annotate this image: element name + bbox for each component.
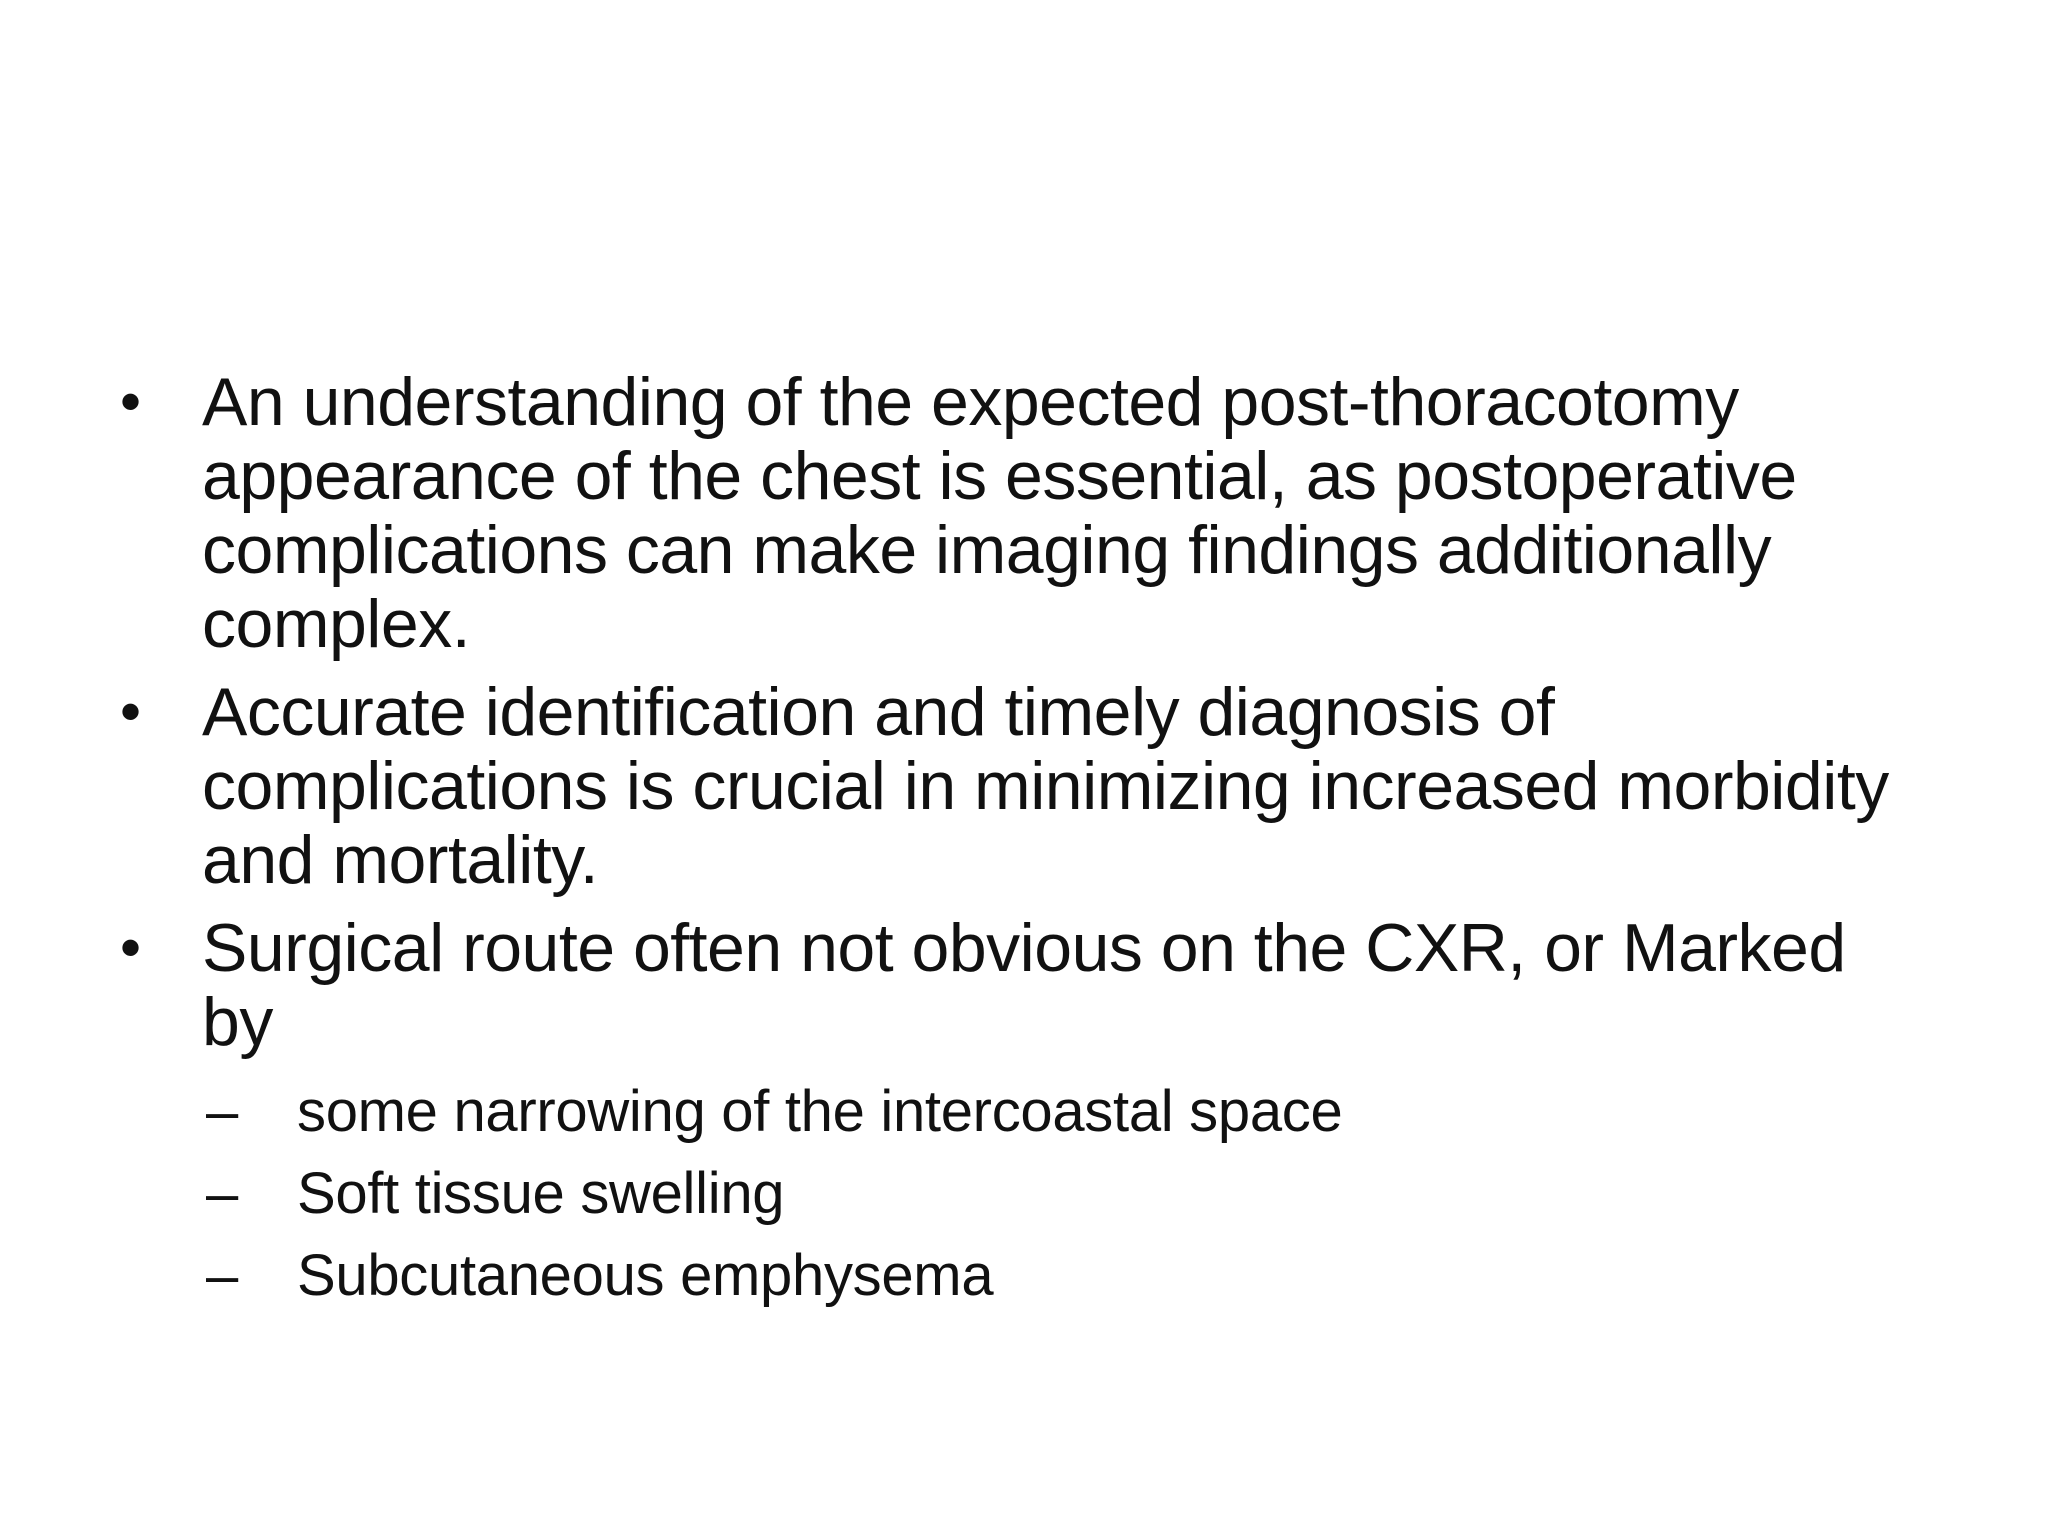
bullet-text: Accurate identification and timely diagnosis of complications is crucial in minimizing increased morbidity and mortality.	[202, 674, 1889, 898]
sub-bullet-text: Soft tissue swelling	[297, 1161, 785, 1226]
bullet-marker: •	[120, 368, 141, 435]
bullet-list	[120, 365, 1920, 1317]
sub-bullet-text: Subcutaneous emphysema	[297, 1243, 994, 1308]
sub-bullet-marker: –	[206, 1161, 238, 1226]
bullet-text: An understanding of the expected post-thoracotomy appearance of the chest is essential, as postoperative complications can make imaging findings additionally complex.	[202, 364, 1797, 662]
sub-bullet-item-3	[206, 1235, 1920, 1317]
bullet-item-2	[120, 675, 1920, 897]
sub-bullet-list	[202, 1071, 1920, 1317]
sub-bullet-marker: –	[206, 1079, 238, 1144]
sub-bullet-item-2	[206, 1153, 1920, 1235]
sub-bullet-item-1	[206, 1071, 1920, 1153]
sub-bullet-marker: –	[206, 1243, 238, 1308]
bullet-item-1	[120, 365, 1920, 661]
sub-bullet-text: some narrowing of the intercoastal space	[297, 1079, 1343, 1144]
bullet-marker: •	[120, 678, 141, 745]
bullet-item-3	[120, 911, 1920, 1317]
slide-body	[120, 365, 1920, 1331]
bullet-text: Surgical route often not obvious on the CXR, or Marked by	[202, 910, 1846, 1060]
bullet-marker: •	[120, 914, 141, 981]
